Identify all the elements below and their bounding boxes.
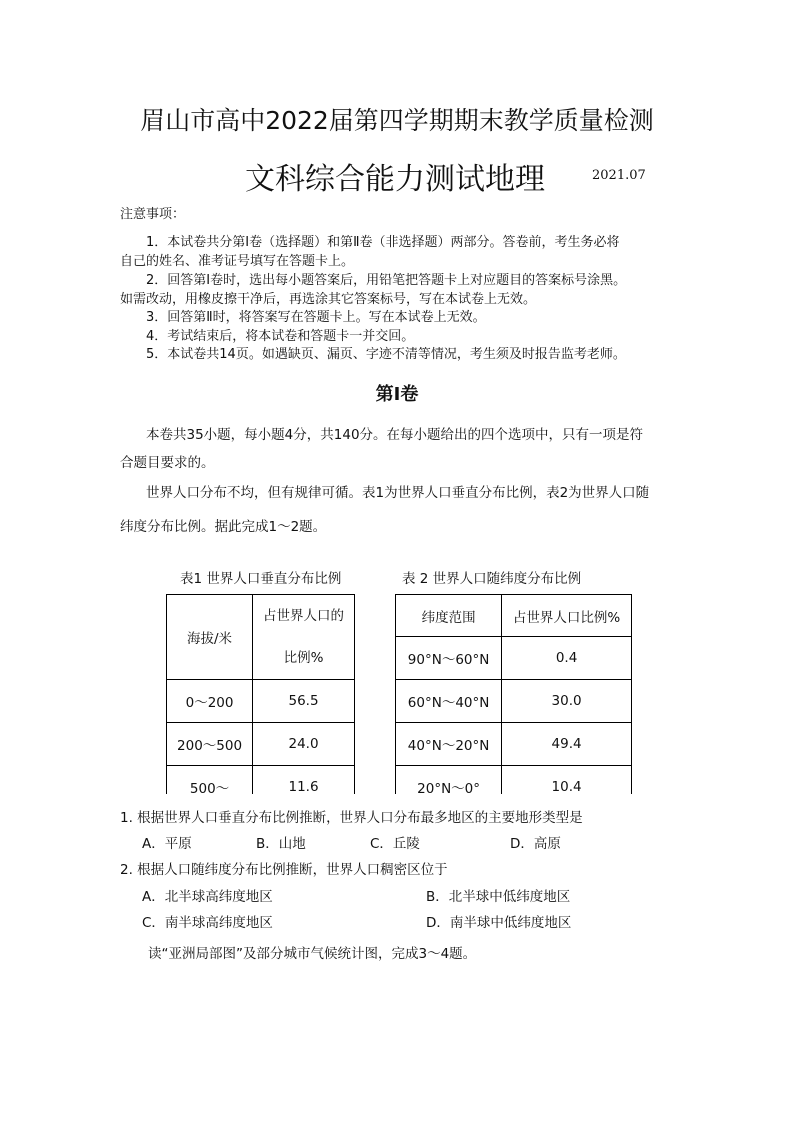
subject-title: 文科综合能力测试地理 (245, 162, 545, 197)
table2-cell-range: 60°N～40°N (396, 680, 502, 723)
table2-caption: 表 2 世界人口随纬度分布比例 (402, 571, 582, 587)
question-1-option-b: B．山地 (256, 836, 306, 852)
table1-cell-value: 56.5 (253, 680, 355, 723)
population-altitude-table (166, 594, 355, 794)
table2-cell-value: 10.4 (502, 766, 632, 795)
notes-line: 5．本试卷共14页。如遇缺页、漏页、字迹不清等情况，考生须及时报告监考老师。 (146, 347, 626, 362)
table2-wrapper (395, 594, 635, 794)
table-row (396, 680, 632, 723)
passage: 纬度分布比例。据此完成1～2题。 (120, 519, 327, 535)
table-row (396, 766, 632, 795)
passage: 世界人口分布不均，但有规律可循。表1为世界人口垂直分布比例，表2为世界人口随 (146, 485, 650, 501)
question-2-option-a: A．北半球高纬度地区 (142, 889, 273, 905)
table1-cell-range: 200～500 (167, 723, 253, 766)
section-title: 第Ⅰ卷 (375, 384, 419, 405)
table2-header-latitude: 纬度范围 (396, 595, 502, 637)
notes-line: 4．考试结束后，将本试卷和答题卡一并交回。 (146, 329, 415, 344)
table2-cell-range: 90°N～60°N (396, 637, 502, 680)
question-1-option-c: C．丘陵 (370, 836, 420, 852)
table1-caption: 表1 世界人口垂直分布比例 (180, 571, 342, 587)
table1-cell-range: 500～ (167, 766, 253, 795)
table1-header-share (253, 595, 355, 680)
table2-cell-range: 20°N～0° (396, 766, 502, 795)
table1-header-altitude: 海拔/米 (167, 595, 253, 680)
notes-line: 如需改动，用橡皮擦干净后，再选涂其它答案标号，写在本试卷上无效。 (120, 292, 537, 307)
notes-line: 2．回答第Ⅰ卷时，选出每小题答案后，用铅笔把答题卡上对应题目的答案标号涂黑。 (146, 273, 627, 288)
notes-heading: 注意事项： (120, 207, 186, 222)
table-row (396, 723, 632, 766)
table2-header-share: 占世界人口比例% (502, 595, 632, 637)
notes-line: 3．回答第Ⅱ时，将答案写在答题卡上。写在本试卷上无效。 (146, 310, 486, 325)
notes-line: 1．本试卷共分第Ⅰ卷（选择题）和第Ⅱ卷（非选择题）两部分。答卷前，考生务必将 (146, 235, 620, 250)
table-row (167, 723, 355, 766)
question-2-option-b: B．北半球中低纬度地区 (426, 889, 571, 905)
table-row (167, 766, 355, 795)
table2-cell-value: 30.0 (502, 680, 632, 723)
table1-cell-value: 11.6 (253, 766, 355, 795)
question-2-option-d: D．南半球中低纬度地区 (426, 915, 572, 931)
table1-header-share-line1: 占世界人口的 (263, 608, 345, 624)
table-row (396, 637, 632, 680)
exam-date: 2021.07 (592, 168, 646, 183)
question-2-option-c: C．南半球高纬度地区 (142, 915, 273, 931)
table2-cell-value: 49.4 (502, 723, 632, 766)
question-2-stem: 2. 根据人口随纬度分布比例推断，世界人口稠密区位于 (120, 862, 448, 878)
next-instruction: 读“亚洲局部图”及部分城市气候统计图，完成3～4题。 (148, 946, 477, 962)
question-1-option-a: A．平原 (142, 836, 192, 852)
table2-cell-value: 0.4 (502, 637, 632, 680)
table1-wrapper (166, 594, 356, 794)
table-row (167, 680, 355, 723)
table1-header-share-line2: 比例% (283, 650, 324, 666)
question-1-option-d: D．高原 (510, 836, 561, 852)
question-1-stem: 1. 根据世界人口垂直分布比例推断，世界人口分布最多地区的主要地形类型是 (120, 810, 583, 826)
table2-cell-range: 40°N～20°N (396, 723, 502, 766)
section-intro: 本卷共35小题，每小题4分，共140分。在每小题给出的四个选项中，只有一项是符 (146, 427, 644, 443)
notes-line: 自己的姓名、准考证号填写在答题卡上。 (120, 254, 355, 269)
section-intro: 合题目要求的。 (120, 455, 215, 471)
exam-title: 眉山市高中2022届第四学期期末教学质量检测 (140, 106, 654, 135)
table1-cell-range: 0～200 (167, 680, 253, 723)
table1-cell-value: 24.0 (253, 723, 355, 766)
population-latitude-table (395, 594, 632, 794)
